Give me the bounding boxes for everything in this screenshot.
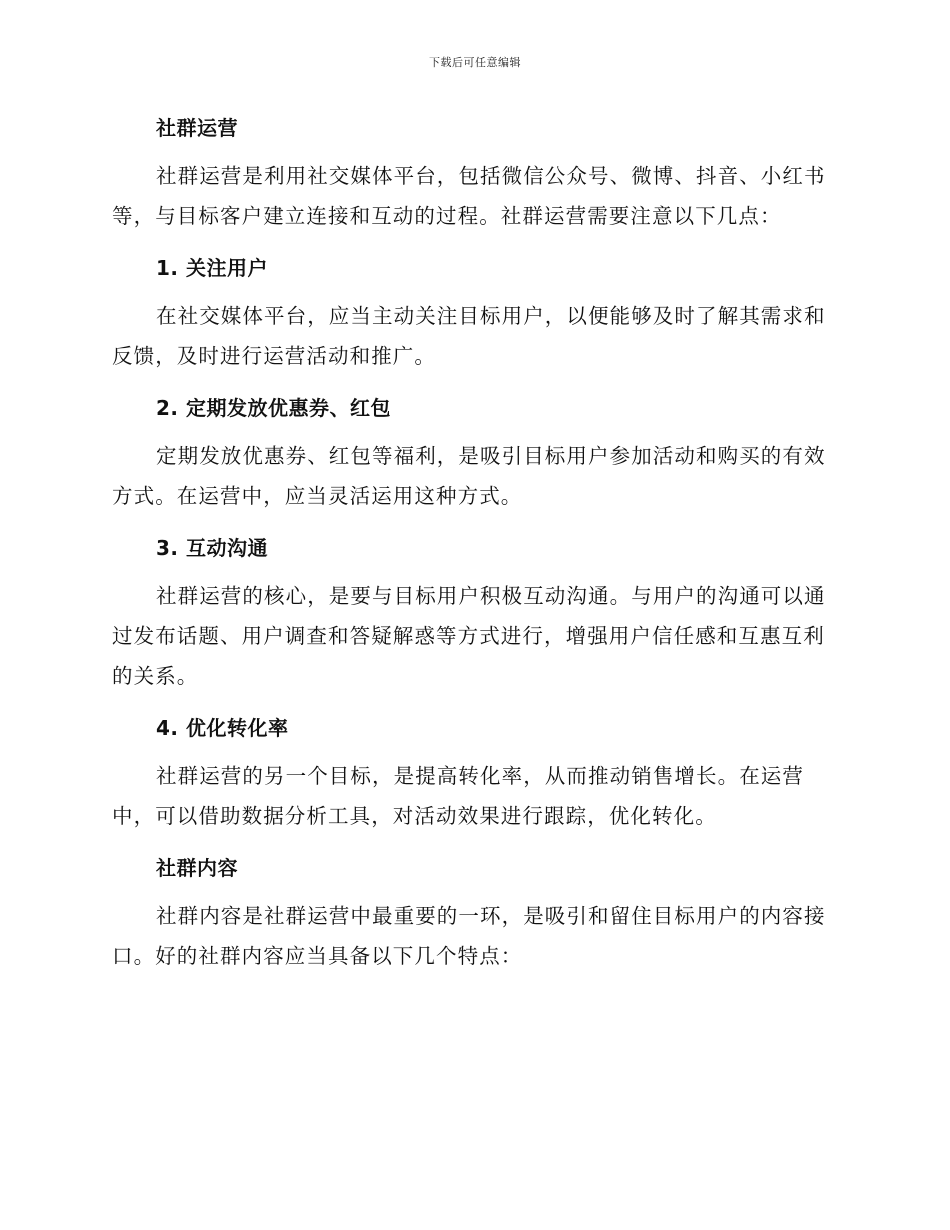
section-paragraph: 社群运营的核心，是要与目标用户积极互动沟通。与用户的沟通可以通过发布话题、用户调查和答疑解惑等方式进行，增强用户信任感和互惠互利的关系。 <box>112 584 826 688</box>
section-paragraph: 在社交媒体平台，应当主动关注目标用户，以便能够及时了解其需求和反馈，及时进行运营活动和推广。 <box>112 304 826 368</box>
section-follow-users <box>112 248 832 376</box>
section-heading: 3. 互动沟通 <box>156 536 268 560</box>
section-paragraph: 社群内容是社群运营中最重要的一环，是吸引和留住目标用户的内容接口。好的社群内容应当具备以下几个特点： <box>112 904 826 968</box>
section-heading: 社群运营 <box>156 116 238 140</box>
document-body <box>112 108 832 988</box>
section-interaction <box>112 528 832 696</box>
section-social-operation <box>112 108 832 236</box>
section-heading: 社群内容 <box>156 856 238 880</box>
section-heading: 2. 定期发放优惠券、红包 <box>156 396 391 420</box>
section-paragraph: 定期发放优惠券、红包等福利，是吸引目标用户参加活动和购买的有效方式。在运营中，应当灵活运用这种方式。 <box>112 444 826 508</box>
page-header: 下载后可任意编辑 <box>429 56 521 69</box>
section-paragraph: 社群运营是利用社交媒体平台，包括微信公众号、微博、抖音、小红书等，与目标客户建立连接和互动的过程。社群运营需要注意以下几点： <box>112 164 826 228</box>
section-paragraph: 社群运营的另一个目标，是提高转化率，从而推动销售增长。在运营中，可以借助数据分析工具，对活动效果进行跟踪，优化转化。 <box>112 764 804 828</box>
section-conversion <box>112 708 832 836</box>
section-community-content <box>112 848 832 976</box>
section-heading: 4. 优化转化率 <box>156 716 289 740</box>
section-heading: 1. 关注用户 <box>156 256 268 280</box>
section-coupons <box>112 388 832 516</box>
